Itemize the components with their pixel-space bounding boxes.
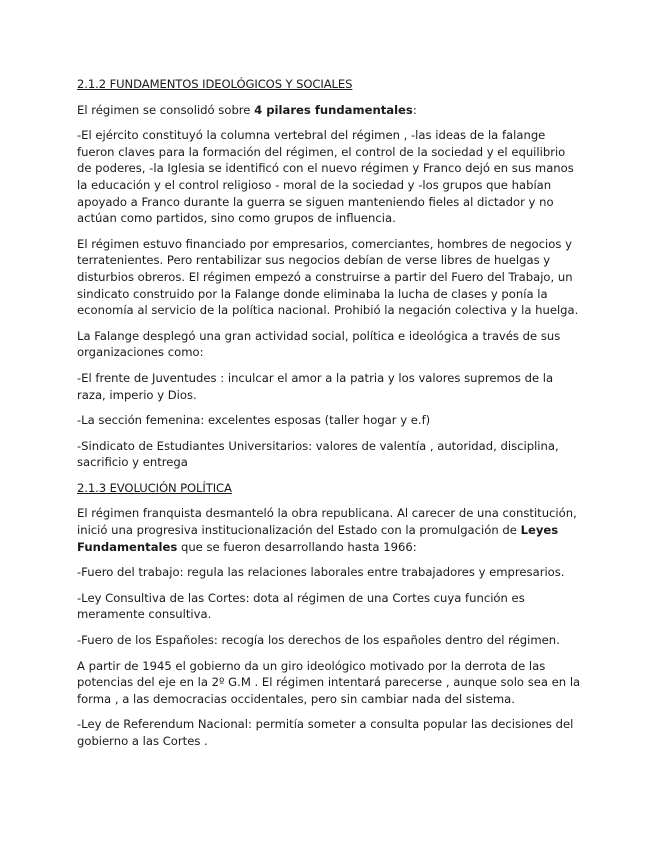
paragraph-falange: La Falange desplegó una gran actividad social, política e ideológica a través de sus organizaciones como: (77, 328, 561, 360)
paragraph-pilares: -El ejército constituyó la columna vertebral del régimen , -las ideas de la falange fueron claves para la formación del régimen, el control de la sociedad y el equilibrio de poderes, -la Iglesia se identificó con el nuevo régimen y Franco dejó en sus manos la educación y el control religioso - moral de la sociedad y -los grupos que habían apoyado a Franco durante la guerra se siguen manteniendo fieles al dictador y no actúan como partidos, sino como grupos de influencia. (77, 128, 574, 226)
leyes-bold-text: Leyes Fundamentales (77, 523, 559, 554)
intro-paragraph (77, 102, 582, 119)
document-content (77, 76, 582, 759)
intro-bold-text: 4 pilares fundamentales (254, 102, 413, 117)
intro-colon: : (412, 102, 417, 117)
leyes-text-post: que se fueron desarrollando hasta 1966: (177, 539, 417, 554)
list-item-juventudes: -El frente de Juventudes : inculcar el amor a la patria y los valores supremos de la raza, imperio y Dios. (77, 370, 554, 402)
list-item-sindicato-estudiantes: -Sindicato de Estudiantes Universitarios: valores de valentía , autoridad, disciplina, sacrificio y entrega (77, 438, 559, 470)
intro-text: El régimen se consolidó sobre (77, 102, 255, 117)
list-item-fuero-trabajo: -Fuero del trabajo: regula las relaciones laborales entre trabajadores y empresarios. (77, 565, 565, 580)
list-item-fuero-espanoles: -Fuero de los Españoles: recogía los derechos de los españoles dentro del régimen. (77, 633, 560, 648)
list-item-seccion-femenina: -La sección femenina: excelentes esposas (taller hogar y e.f) (77, 413, 431, 428)
section-heading-evolucion: 2.1.3 EVOLUCIÓN POLÍTICA (77, 480, 232, 495)
list-item-ley-cortes: -Ley Consultiva de las Cortes: dota al régimen de una Cortes cuya función es meramente consultiva. (77, 590, 525, 622)
paragraph-1945: A partir de 1945 el gobierno da un giro ideológico motivado por la derrota de las potencias del eje en la 2º G.M . El régimen intentará parecerse , aunque solo sea en la forma , a las democracias occidentales, pero sin cambiar nada del sistema. (77, 658, 581, 706)
paragraph-financiacion: El régimen estuvo financiado por empresarios, comerciantes, hombres de negocios y terratenientes. Pero rentabilizar sus negocios debían de verse libres de huelgas y disturbios obreros. El régimen empezó a construirse a partir del Fuero del Trabajo, un sindicato construido por la Falange donde eliminaba la lucha de clases y ponía la economía al servicio de la política nacional. Prohibió la negación colectiva y la huelga. (77, 236, 579, 318)
leyes-text-pre: El régimen franquista desmanteló la obra republicana. Al carecer de una constitución, inició una progresiva institucionalización del Estado con la promulgación de (77, 506, 577, 538)
section-heading-fundamentos: 2.1.2 FUNDAMENTOS IDEOLÓGICOS Y SOCIALES (77, 77, 353, 91)
list-item-ley-referendum: -Ley de Referendum Nacional: permitía someter a consulta popular las decisiones del gobierno a las Cortes . (77, 717, 574, 748)
paragraph-leyes-fundamentales (77, 505, 582, 555)
